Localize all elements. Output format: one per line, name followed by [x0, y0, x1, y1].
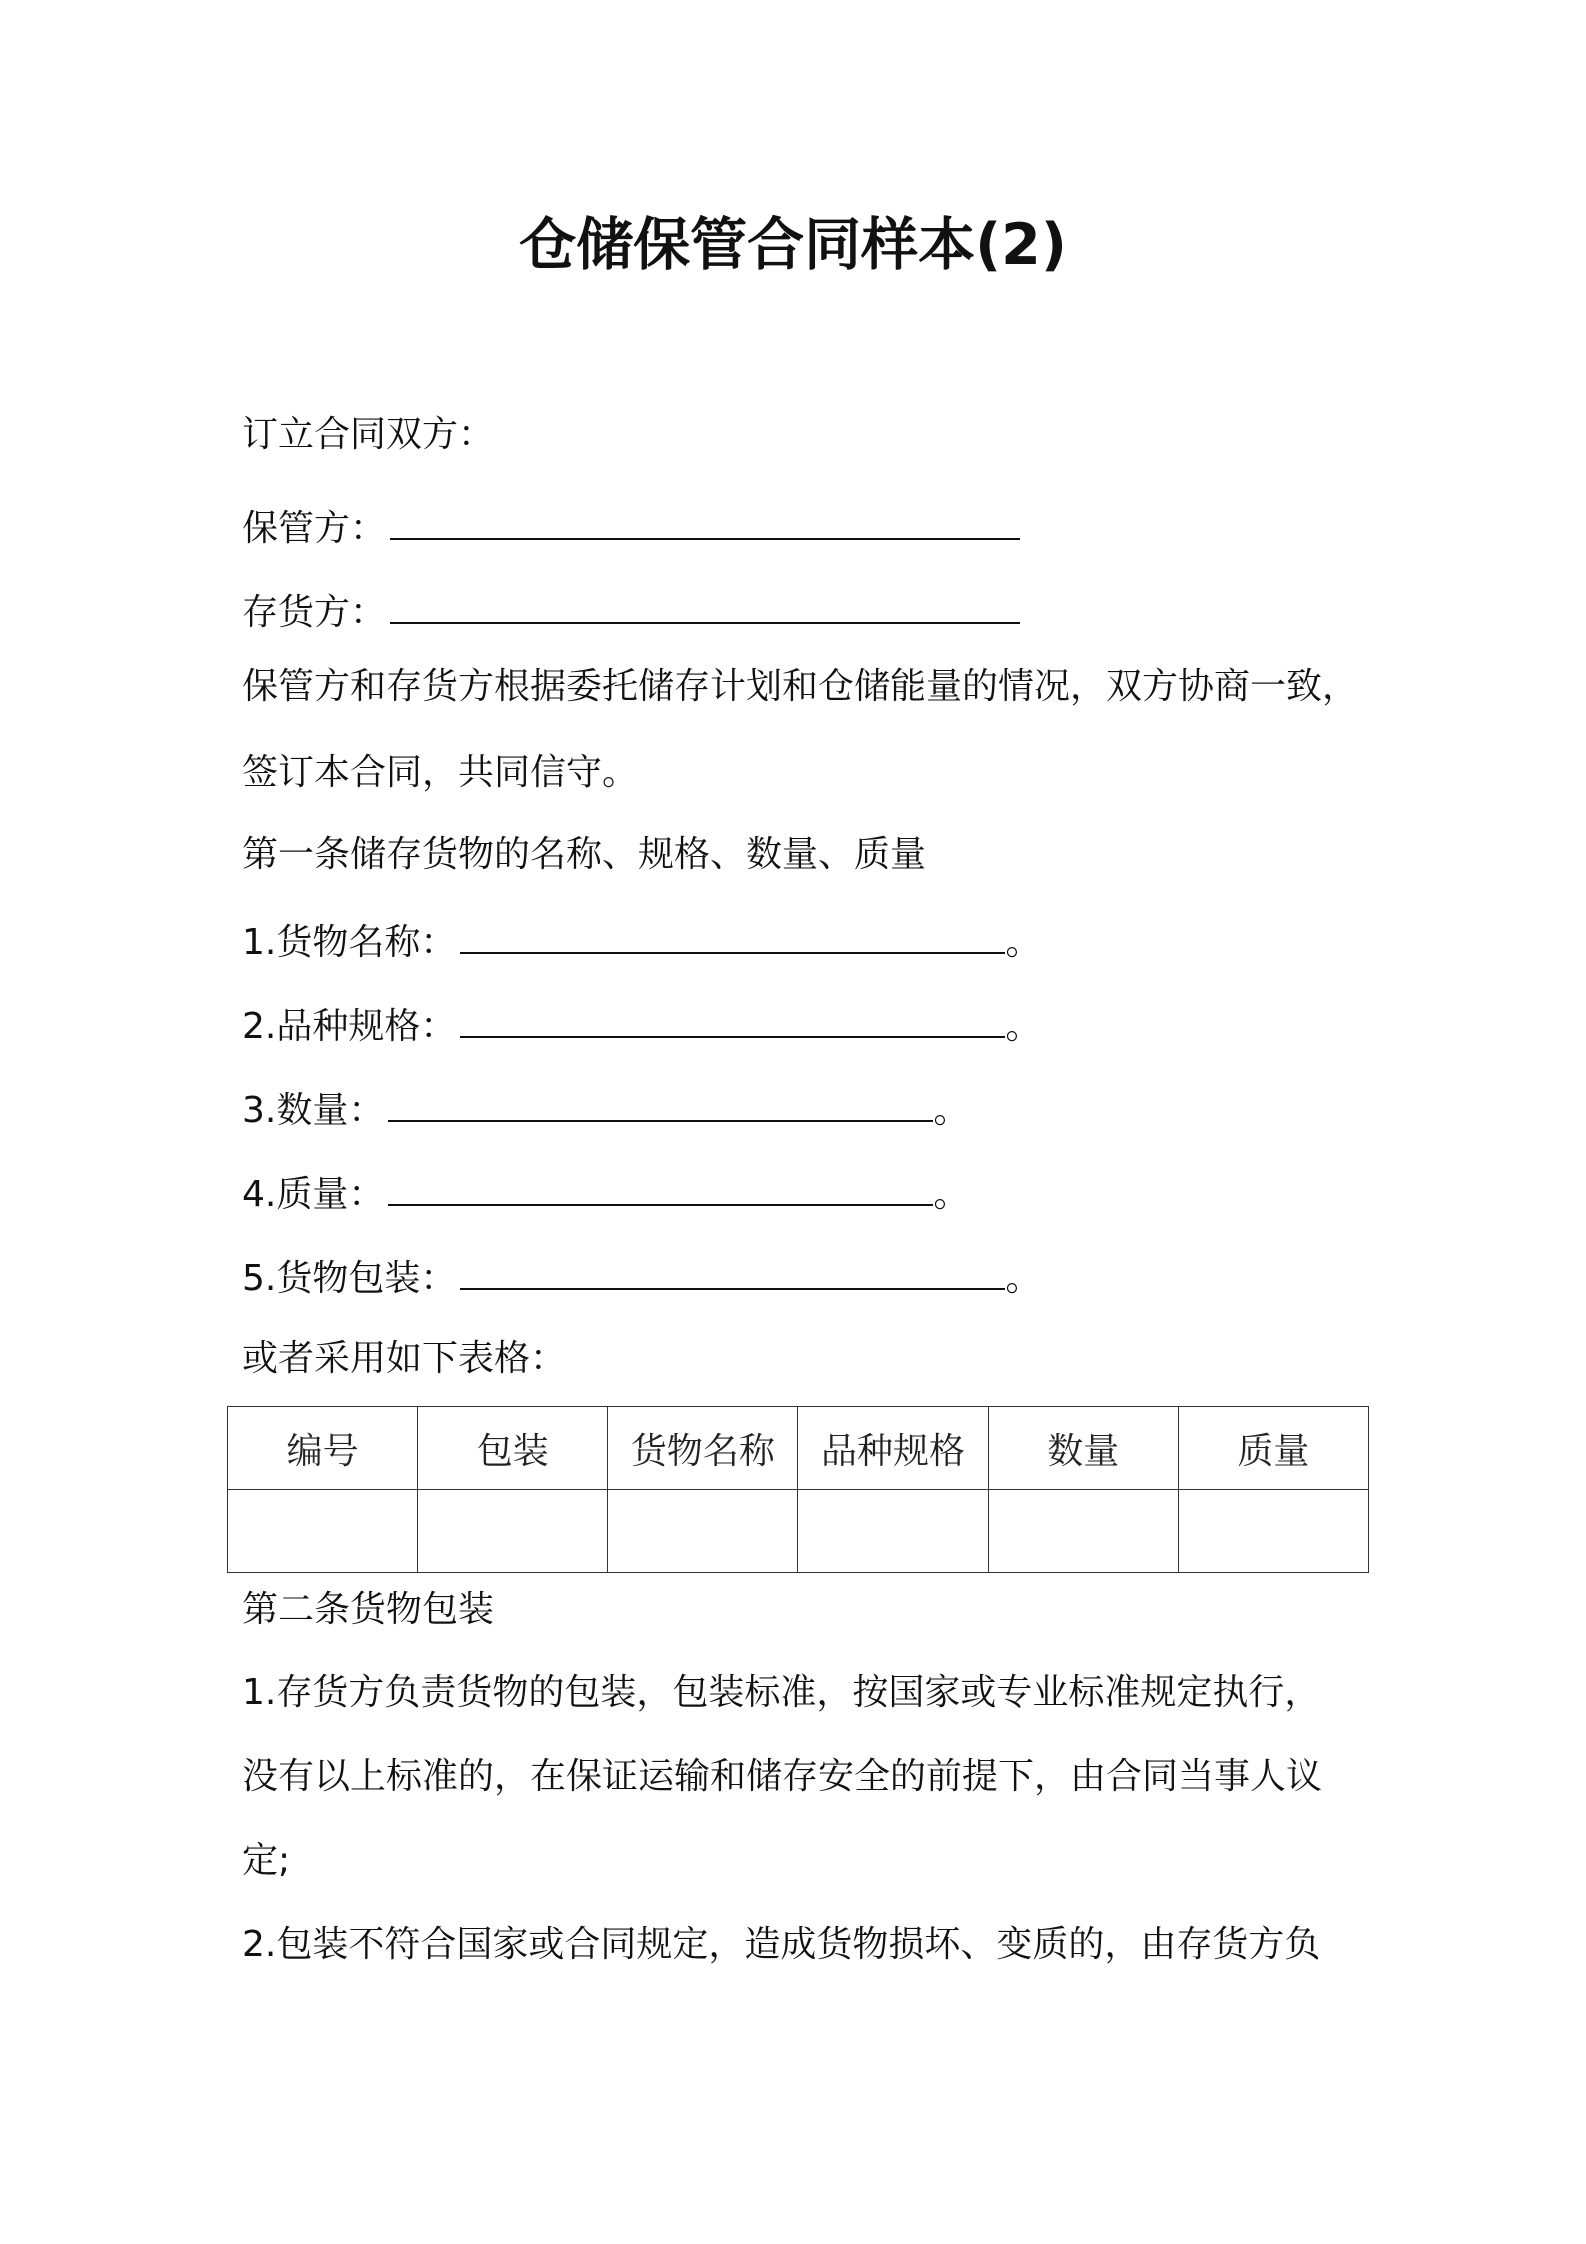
item-end: 。	[1005, 1258, 1042, 1299]
table-cell	[1178, 1490, 1368, 1573]
intro-line-2: 签订本合同，共同信守。	[242, 752, 639, 793]
item-label: 4.质量：	[242, 1174, 385, 1215]
table-cell	[228, 1490, 418, 1573]
keeper-line	[242, 500, 1020, 554]
keeper-blank	[390, 500, 1020, 540]
item-label: 5.货物包装：	[242, 1258, 457, 1299]
document-title: 仓储保管合同样本(2)	[519, 212, 1067, 278]
article2-paragraph2-line1: 2.包装不符合国家或合同规定，造成货物损坏、变质的，由存货方负	[242, 1924, 1321, 1965]
article1-heading: 第一条储存货物的名称、规格、数量、质量	[242, 834, 927, 875]
intro-line-1: 保管方和存货方根据委托储存计划和仓储能量的情况，双方协商一致，	[242, 666, 1359, 707]
table-header-cell: 数量	[988, 1407, 1178, 1490]
item-blank	[460, 998, 1005, 1038]
table-intro: 或者采用如下表格：	[242, 1338, 567, 1379]
item-line	[242, 1166, 969, 1220]
item-blank	[388, 1166, 933, 1206]
item-label: 2.品种规格：	[242, 1006, 457, 1047]
table-header-cell: 品种规格	[798, 1407, 988, 1490]
table-cell	[608, 1490, 798, 1573]
table-header-cell: 编号	[228, 1407, 418, 1490]
table-cell	[418, 1490, 608, 1573]
table-header-cell: 质量	[1178, 1407, 1368, 1490]
table-header-cell: 货物名称	[608, 1407, 798, 1490]
article2-paragraph1-line2: 没有以上标准的，在保证运输和储存安全的前提下，由合同当事人议	[242, 1756, 1323, 1797]
article2-paragraph1-line1: 1.存货方负责货物的包装，包装标准，按国家或专业标准规定执行，	[242, 1672, 1321, 1713]
item-line	[242, 914, 1041, 968]
item-label: 1.货物名称：	[242, 922, 457, 963]
depositor-blank	[390, 584, 1020, 624]
table-cell	[988, 1490, 1178, 1573]
depositor-line	[242, 584, 1020, 638]
table-cell	[798, 1490, 988, 1573]
item-line	[242, 1250, 1041, 1304]
table-row	[228, 1490, 1369, 1573]
item-end: 。	[1005, 922, 1042, 963]
item-blank	[460, 1250, 1005, 1290]
item-line	[242, 998, 1041, 1052]
article2-heading: 第二条货物包装	[242, 1589, 495, 1630]
item-line	[242, 1082, 969, 1136]
item-label: 3.数量：	[242, 1090, 385, 1131]
item-end: 。	[933, 1090, 970, 1131]
table-header-row	[228, 1407, 1369, 1490]
item-blank	[460, 914, 1005, 954]
goods-table	[227, 1406, 1369, 1573]
keeper-label: 保管方：	[242, 508, 387, 549]
table-header-cell: 包装	[418, 1407, 608, 1490]
depositor-label: 存货方：	[242, 592, 387, 633]
item-end: 。	[1005, 1006, 1042, 1047]
article2-paragraph1-line3: 定;	[242, 1840, 291, 1881]
parties-heading: 订立合同双方：	[242, 414, 495, 455]
item-end: 。	[933, 1174, 970, 1215]
item-blank	[388, 1082, 933, 1122]
